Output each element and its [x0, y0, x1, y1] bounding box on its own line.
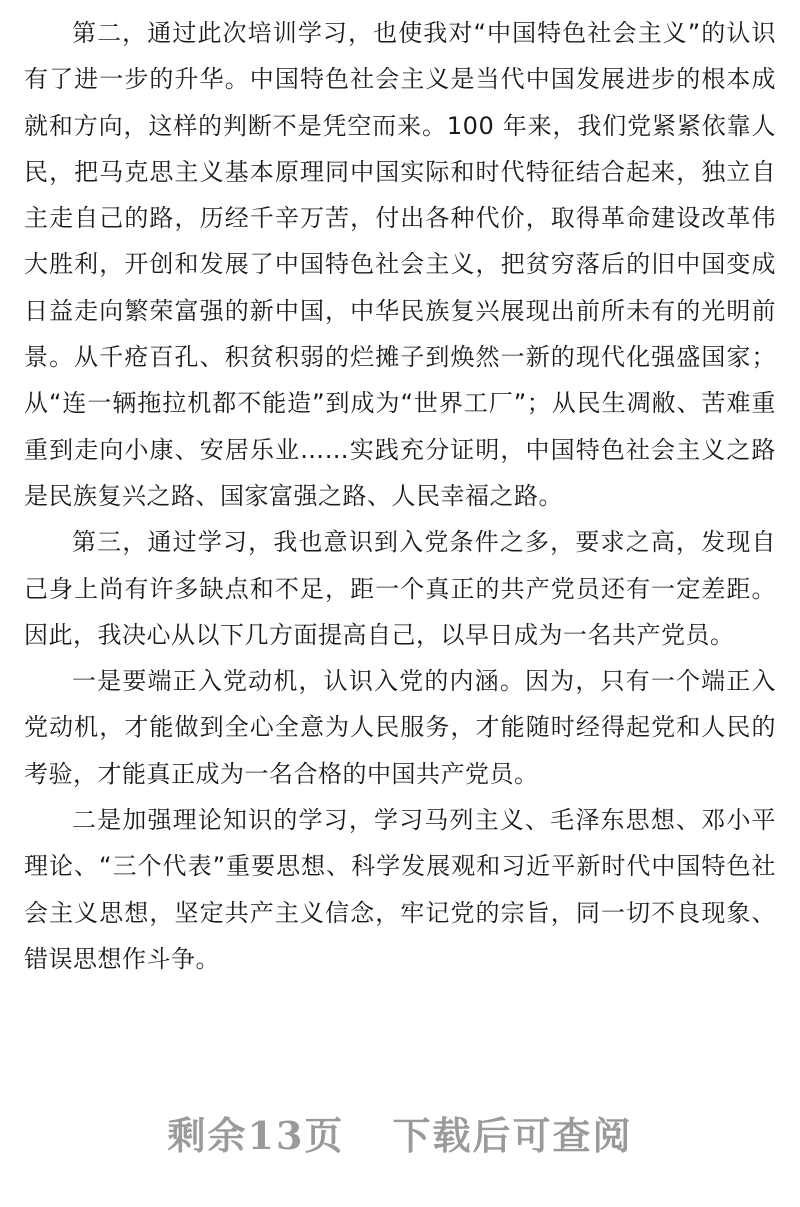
download-prompt[interactable] — [0, 1105, 800, 1160]
download-hint-label: 下载后可查阅 — [392, 1113, 633, 1158]
paragraph-item-one: 一是要端正入党动机，认识入党的内涵。因为，只有一个端正入党动机，才能做到全心全意为人民服务，才能随时经得起党和人民的考验，才能真正成为一名合格的中国共产党员。 — [24, 667, 776, 788]
remaining-pages-label: 剩余13页 — [167, 1113, 345, 1158]
paragraph-third-point: 第三，通过学习，我也意识到入党条件之多，要求之高，发现自己身上尚有许多缺点和不足，距一个真正的共产党员还有一定差距。因此，我决心从以下几方面提高自己，以早日成为一名共产党员。 — [24, 528, 776, 649]
document-body — [24, 10, 776, 982]
paragraph-second-point: 第二，通过此次培训学习，也使我对“中国特色社会主义”的认识有了进一步的升华。中国特色社会主义是当代中国发展进步的根本成就和方向，这样的判断不是凭空而来。100 年来，我们党紧紧依靠人民，把马克思主义基本原理同中国实际和时代特征结合起来，独立自主走自己的路，历经千辛万苦，付出各种代价，取得革命建设改革伟大胜利，开创和发展了中国特色社会主义，把贫穷落后的旧中国变成日益走向繁荣富强的新中国，中华民族复兴展现出前所未有的光明前景。从千疮百孔、积贫积弱的烂摊子到焕然一新的现代化强盛国家；从“连一辆拖拉机都不能造”到成为“世界工厂”；从民生凋敝、苦难重重到走向小康、安居乐业……实践充分证明，中国特色社会主义之路是民族复兴之路、国家富强之路、人民幸福之路。 — [24, 19, 776, 510]
paragraph-item-two: 二是加强理论知识的学习，学习马列主义、毛泽东思想、邓小平理论、“三个代表”重要思想、科学发展观和习近平新时代中国特色社会主义思想，坚定共产主义信念，牢记党的宗旨，同一切不良现象、错误思想作斗争。 — [24, 806, 776, 973]
